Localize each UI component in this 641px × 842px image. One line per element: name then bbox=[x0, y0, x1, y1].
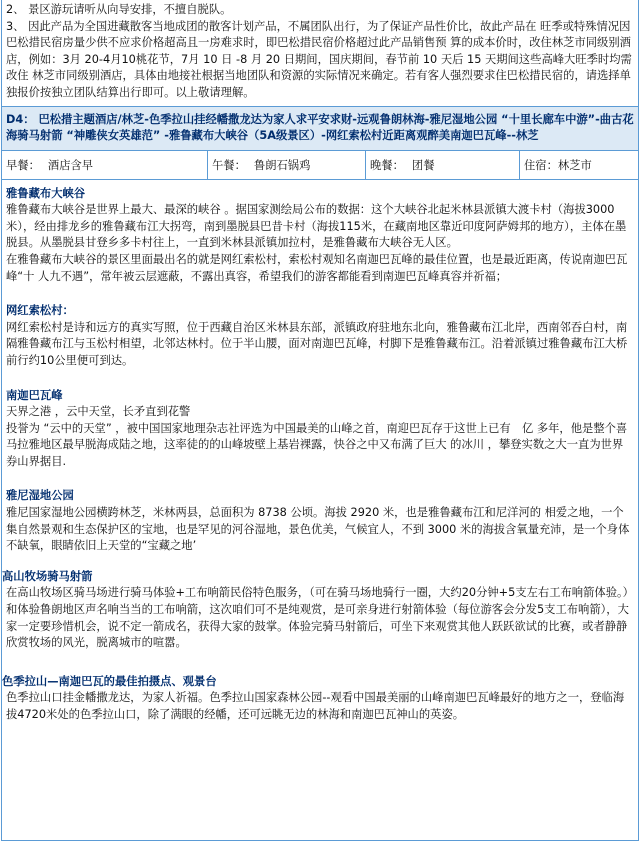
section-text-yani: 雅尼国家湿地公园横跨林芝，米林两县，总面积为 8738 公顷。海拔 2920 米，也是雅鲁藏布江和尼洋河的 相爱之地，一个集自然景观和生态保护区的宝地，也是罕见的河谷湿地，景色优美，气候宜人，不到 3000 米的海拔含氧量充沛，是一个身体不缺氧，眼睛依旧上天堂的“宝藏之地’ bbox=[6, 506, 630, 553]
section-title-sejila: 色季拉山—南迦巴瓦的最佳拍摄点、观景台 bbox=[2, 674, 217, 688]
lunch-label: 午餐： bbox=[212, 158, 246, 172]
lodging-value: 林芝市 bbox=[557, 158, 592, 172]
section-title-canyon: 雅鲁藏布大峡谷 bbox=[6, 186, 86, 200]
dinner-cell bbox=[366, 151, 520, 179]
section-text-sejila: 色季拉山口挂金幡撒龙达，为家人祈福。色季拉山国家森林公园--观看中国最美丽的山峰南迦巴瓦峰最好的地方之一，登临海拔4720米处的色季拉山口，除了满眼的经幡，还可远眺无边的林海和南迦巴瓦神山的英姿。 bbox=[6, 691, 625, 721]
lodging-cell bbox=[520, 151, 638, 179]
note-item: 2、 景区游玩请听从向导安排，不擅自脱队。 bbox=[6, 3, 232, 16]
meals-row bbox=[2, 151, 638, 180]
breakfast-label: 早餐： bbox=[6, 158, 40, 172]
note-item: 3、 因此产品为全国进藏散客当地成团的散客计划产品，不属团队出行，为了保证产品性价比，故此产品在 旺季或特殊情况因巴松措民宿房量少供不应求价格超高且一房难求时，即巴松措民宿价格超过此产品销售预 算的成本价时，改住林芝市同级别酒店，例如：3月 20-4月10桃花节，7月 10 日 -8 月 20 日期间，国庆期间，春节前 10 天后 15 天期间这些高峰大旺季时均需改住 林芝市同级别酒店，具体由地接社根据当地团队和资源的实际情况来确定。若有客人强烈要求住巴松措民宿的，请选择单独报价按独立团队结算出行即可。以上敬请理解。 bbox=[6, 19, 632, 99]
section-title-namcha-barwa: 南迦巴瓦峰 bbox=[6, 388, 63, 402]
section-title-suosong: 网红索松村： bbox=[6, 304, 74, 318]
section-line-namcha-barwa: 天界之港 ，云中天堂，长矛直到花警 bbox=[6, 405, 191, 419]
section-text-canyon: 雅鲁藏布大峡谷是世界上最大、最深的峡谷 。据国家测绘局公布的数据：这个大峡谷北起米林县派镇大渡卡村（海拔3000米），经由排龙乡的雅鲁藏布江大拐弯，南到墨脱县巴昔卡村（海拔115米，在藏南地区靠近印度阿萨姆邦的地方），主体在墨脱县。从墨脱县甘登乡多卡村往上，一直到米林县派镇加拉村，是雅鲁藏布大峡谷无人区。 bbox=[6, 203, 627, 250]
lunch-cell bbox=[208, 151, 366, 179]
section-text-namcha-barwa: 投誉为 “云中的天堂” ，被中国国家地理杂志社评选为中国最美的山峰之首，南迎巴瓦存于这世上已有 亿 多年，他是整个喜马拉雅地区最早脱海成陆之地，这率徒的的山峰坡壁上基岩裸露，快谷之中又布满了巨大 的冰川 ，攀登实数之大一直为世界券山界据目. bbox=[6, 421, 628, 468]
dinner-value: 团餐 bbox=[411, 158, 435, 172]
lodging-label: 住宿： bbox=[524, 158, 558, 172]
section-text-horse: 在高山牧场区骑马场进行骑马体验+工布响箭民俗特色服务，（可在骑马场地骑行一圈，大约20分钟+5支左右工布响箭体验。）和体验鲁朗地区声名响当当的工布响箭，这次咱们可不是纯观赏，是可亲身进行射箭体验（每位游客会分发5支工布响箭），大家一定要珍惜机会，说不定一箭成名，获得大家的鼓掌。体验完骑马射箭后，可坐下来观赏其他人跃跃欲试的比赛，或者静静欣赏牧场的风光，脱离城市的喧嚣。 bbox=[6, 586, 634, 650]
section-text-canyon-2: 在雅鲁藏布大峡谷的景区里面最出名的就是网红索松村，索松村观知名南迦巴瓦峰的最佳位置，也是最近距离，传说南迦巴瓦峰“十 人九不遇”，常年被云层遮蔽，不露出真容，希望我们的游客都能看到南迦巴瓦峰真容并祈福； bbox=[6, 252, 628, 283]
section-title-yani: 雅尼湿地公园 bbox=[6, 489, 74, 503]
lunch-value: 鲁朗石锅鸡 bbox=[253, 158, 311, 172]
day-title: D4： 巴松措主题酒店/林芝-色季拉山挂经幡撒龙达为家人求平安求财-远观鲁朗林海-雅尼湿地公园 “十里长廊车中游”-曲古花海骑马射箭 “神雕侠女英雄范” -雅鲁藏布大峡谷（5A级景区）-网红索松村近距离观醉美南迦巴瓦峰--林芝 bbox=[2, 106, 638, 151]
dinner-label: 晚餐： bbox=[370, 158, 404, 172]
itinerary-sheet bbox=[1, 0, 639, 841]
section-text-suosong: 网红索松村是诗和远方的真实写照，位于西藏自治区米林县东部，派镇政府驻地东北向，雅鲁藏布江北岸，西南邻吞白村，南隔雅鲁藏布江与玉松村相望，北邻达林村。位于半山腰，面对南迦巴瓦峰，村脚下是雅鲁藏布江。沿着派镇过雅鲁藏布江大桥前行约10公里便可到达。 bbox=[6, 320, 628, 367]
breakfast-value: 酒店含早 bbox=[47, 158, 94, 172]
day-content bbox=[2, 186, 638, 724]
breakfast-cell bbox=[2, 151, 208, 179]
section-title-horse: 高山牧场骑马射箭 bbox=[2, 569, 93, 583]
notes-block bbox=[2, 0, 638, 102]
